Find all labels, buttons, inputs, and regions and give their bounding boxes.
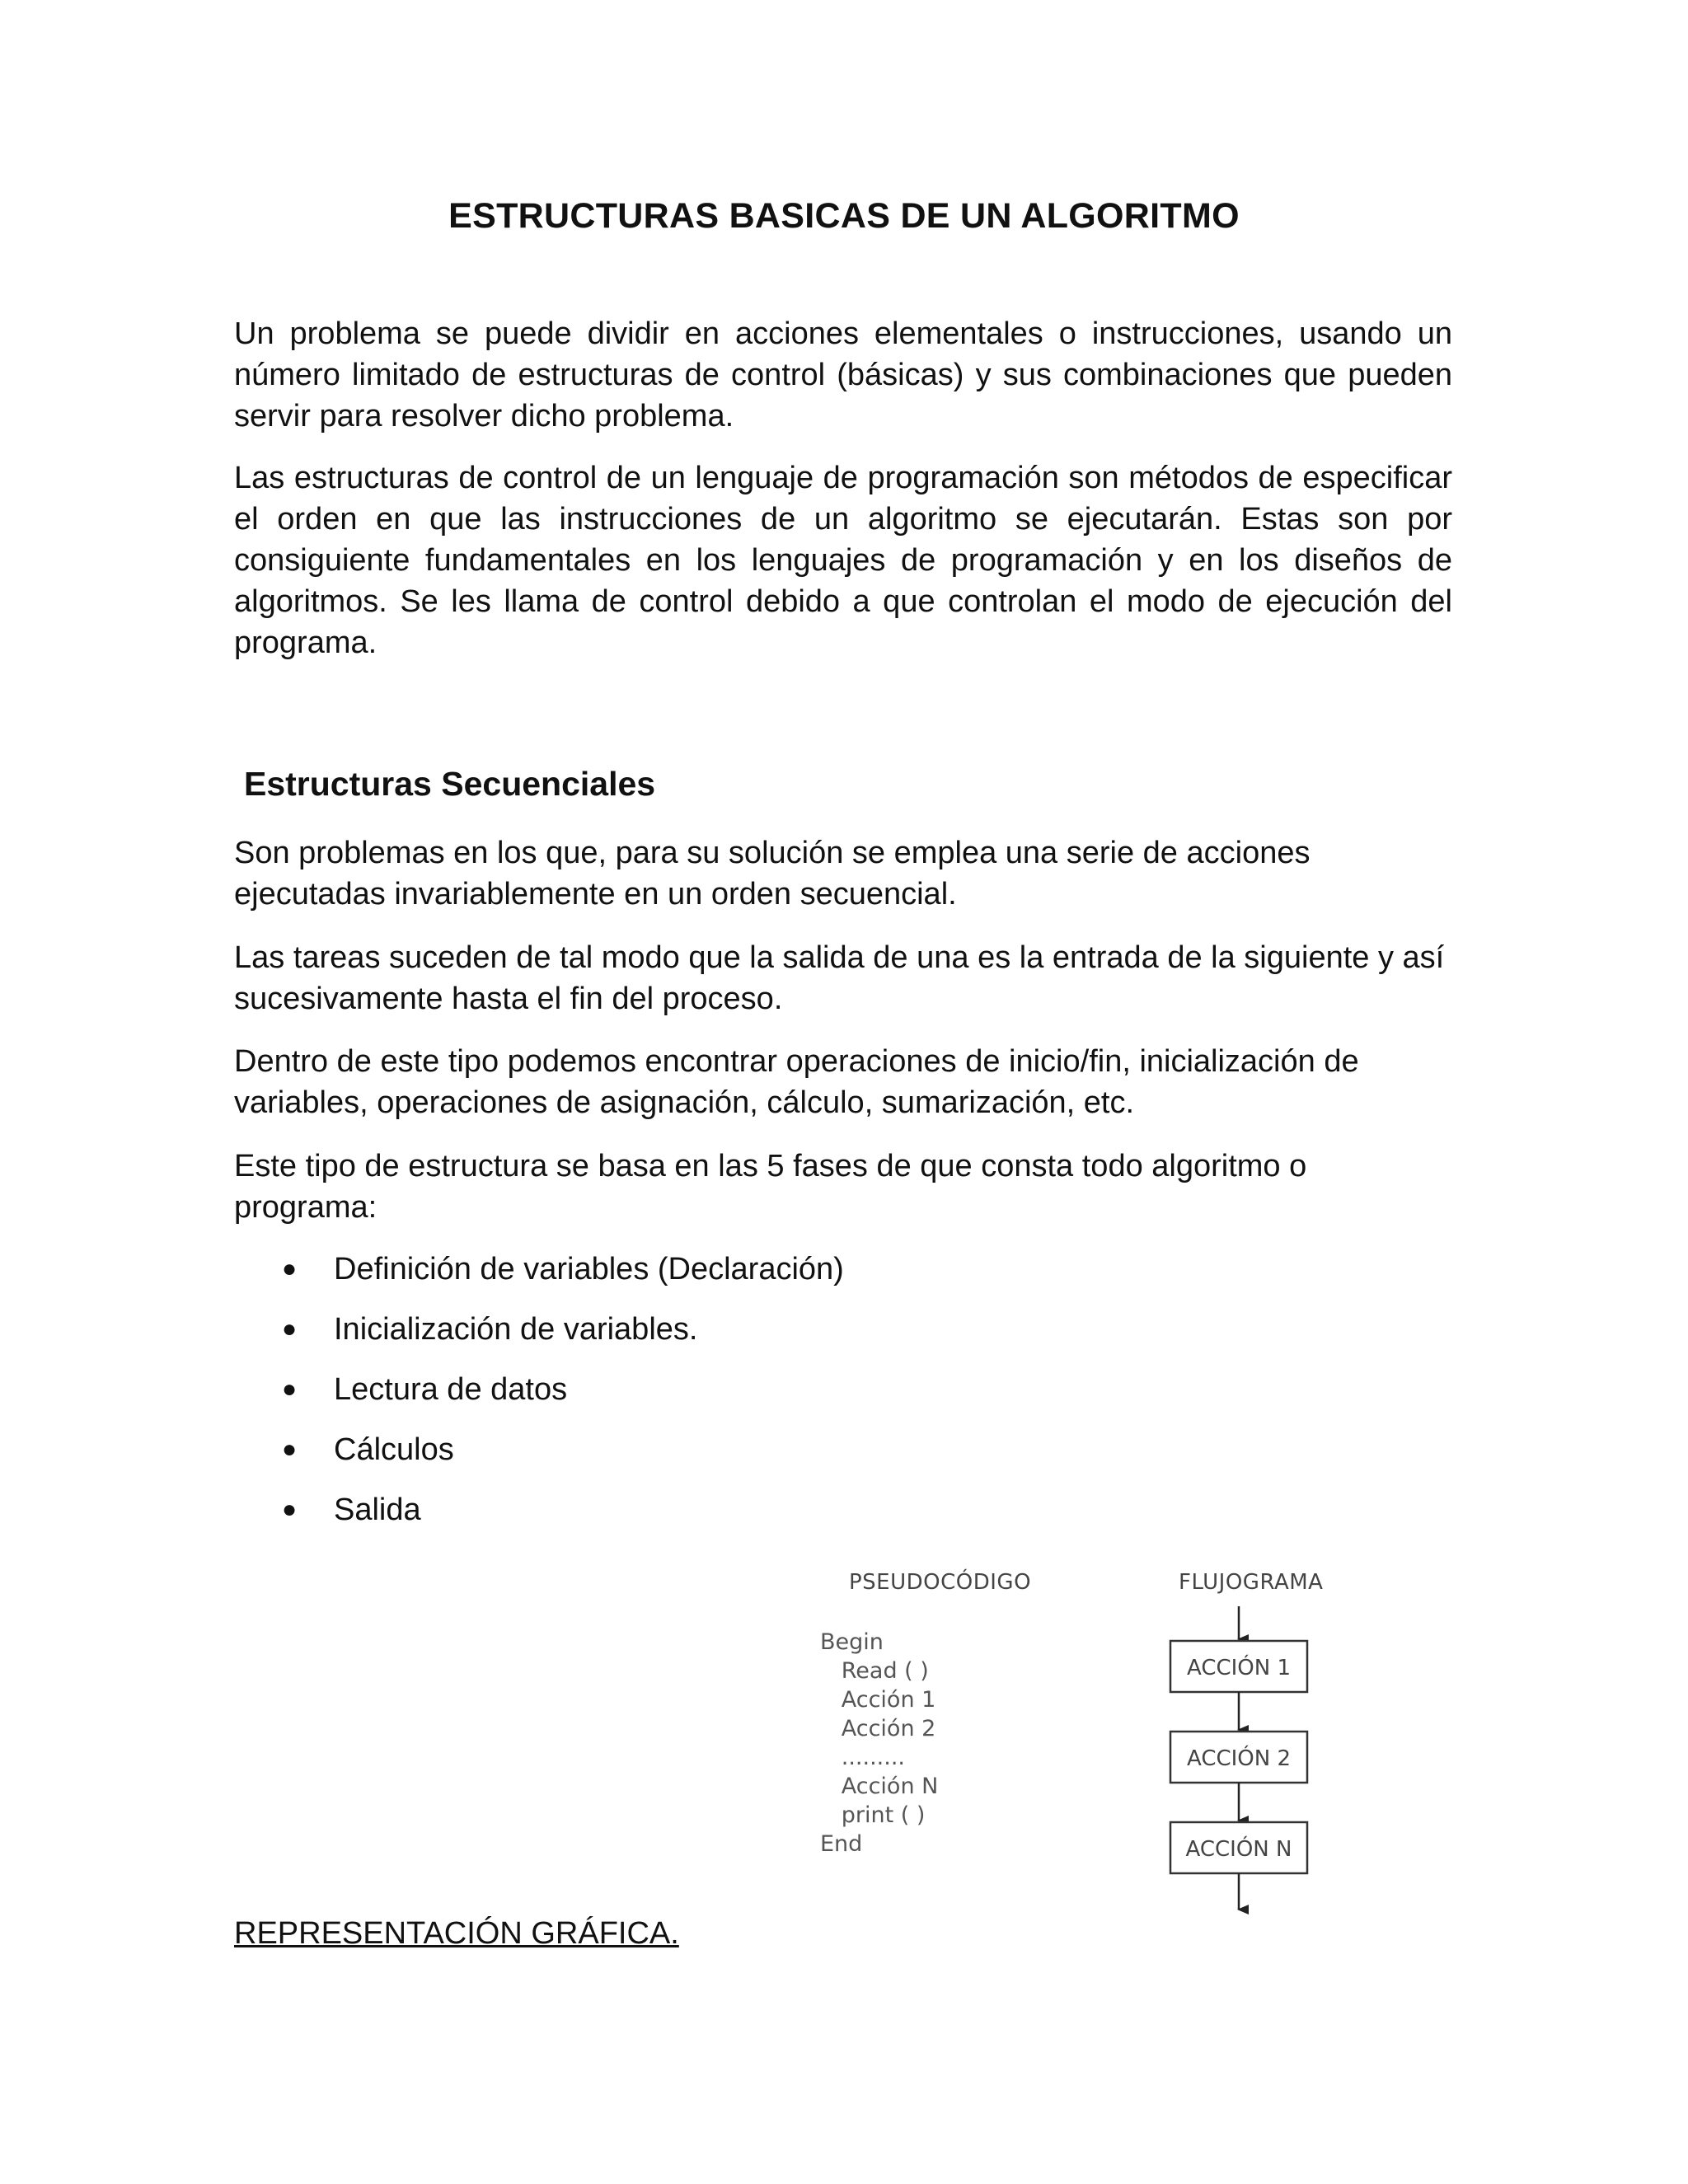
flowchart: [812, 1570, 1339, 1916]
flow-box-label: ACCIÓN 2: [1186, 1746, 1292, 1771]
list-item: ● Cálculos: [234, 1429, 844, 1489]
graphic-representation-link[interactable]: REPRESENTACIÓN GRÁFICA.: [234, 1916, 679, 1951]
pseudocode-line: .........: [820, 1745, 905, 1770]
pseudocode-line: print ( ): [820, 1802, 926, 1828]
pseudocode-line: End: [820, 1831, 863, 1857]
section-paragraph-1: Son problemas en los que, para su solución se emplea una serie de acciones ejecutadas invariablemente en un orden secuencial.: [234, 836, 1311, 912]
pseudocode-line: Acción 1: [820, 1687, 936, 1713]
section-heading: Estructuras Secuenciales: [244, 765, 656, 803]
pseudocode-line: Begin: [820, 1629, 884, 1655]
bullet-icon: ●: [282, 1315, 298, 1343]
list-item: ● Lectura de datos: [234, 1369, 844, 1429]
flow-box-label: ACCIÓN 1: [1186, 1656, 1292, 1680]
section-paragraph-3: Dentro de este tipo podemos encontrar operaciones de inicio/fin, inicialización de variables, operaciones de asignación, cálculo, sumarización, etc.: [234, 1044, 1359, 1120]
section-paragraph-2: Las tareas suceden de tal modo que la salida de una es la entrada de la siguiente y así sucesivamente hasta el fin del proceso.: [234, 940, 1445, 1016]
pseudocode-label: PSEUDOCÓDIGO: [849, 1570, 1032, 1595]
list-item: ● Salida: [234, 1489, 844, 1549]
pseudocode-line: Acción N: [820, 1774, 939, 1799]
phases-list: [234, 1249, 844, 1549]
pseudocode-line: Read ( ): [820, 1658, 929, 1684]
bullet-icon: ●: [282, 1436, 298, 1463]
intro-paragraph-2: Las estructuras de control de un lenguaje de programación son métodos de especificar el orden en que las instrucciones de un algoritmo se ejecutarán. Estas son por consiguiente fundamentales en los lenguajes de programación y en los diseños de algoritmos. Se les llama de control debido a que controlan el modo de ejecución del programa.: [234, 461, 1452, 660]
flow-box-label: ACCIÓN N: [1185, 1837, 1292, 1862]
pseudocode-flowchart-figure: [812, 1570, 1339, 1916]
list-item: ● Inicialización de variables.: [234, 1309, 844, 1369]
flowchart-label: FLUJOGRAMA: [1179, 1570, 1324, 1595]
intro-paragraph-1: Un problema se puede dividir en acciones elementales o instrucciones, usando un número limitado de estructuras de control (básicas) y sus combinaciones que pueden servir para resolver dicho problema.: [234, 316, 1452, 434]
bullet-icon: ●: [282, 1255, 298, 1282]
list-item: ● Definición de variables (Declaración): [234, 1249, 844, 1309]
page-title: ESTRUCTURAS BASICAS DE UN ALGORITMO: [448, 196, 1240, 236]
pseudocode-line: Acción 2: [820, 1716, 936, 1741]
bullet-icon: ●: [282, 1496, 298, 1523]
section-paragraph-4: Este tipo de estructura se basa en las 5 fases de que consta todo algoritmo o programa:: [234, 1149, 1307, 1225]
bullet-icon: ●: [282, 1376, 298, 1403]
